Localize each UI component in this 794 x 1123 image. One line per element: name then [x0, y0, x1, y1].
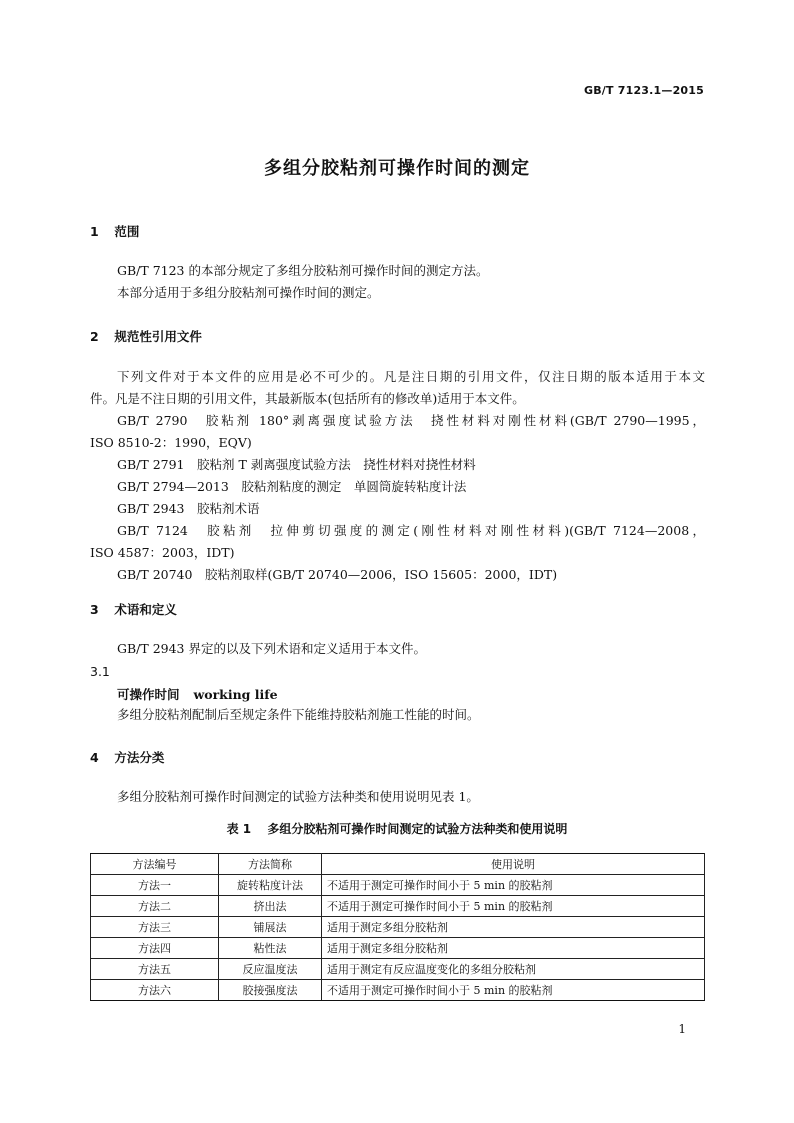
table-cell: 挤出法 [219, 896, 322, 917]
section-2-heading [90, 327, 202, 345]
subclause-number: 3.1 [90, 664, 110, 679]
table-row [91, 959, 705, 980]
table-cell: 不适用于测定可操作时间小于 5 min 的胶粘剂 [322, 980, 705, 1001]
section-title: 规范性引用文件 [114, 329, 202, 344]
term-entry [117, 685, 278, 703]
table-cell: 不适用于测定可操作时间小于 5 min 的胶粘剂 [322, 896, 705, 917]
section-3-intro [90, 638, 705, 660]
table-cell: 方法五 [91, 959, 219, 980]
table-row [91, 917, 705, 938]
section-1-body [90, 260, 705, 304]
table-cell: 铺展法 [219, 917, 322, 938]
table-number: 表 1 [226, 822, 252, 836]
table-caption [0, 820, 794, 837]
term-english: working life [193, 687, 278, 702]
page-number: 1 [678, 1022, 686, 1036]
table-cell: 反应温度法 [219, 959, 322, 980]
section-number: 2 [90, 329, 99, 344]
table-cell: 方法一 [91, 875, 219, 896]
section-3-heading [90, 600, 177, 618]
table-cell: 适用于测定多组分胶粘剂 [322, 917, 705, 938]
table-cell: 方法六 [91, 980, 219, 1001]
table-cell: 适用于测定有反应温度变化的多组分胶粘剂 [322, 959, 705, 980]
table-row [91, 980, 705, 1001]
standard-code: GB/T 7123.1—2015 [583, 84, 704, 97]
document-title: 多组分胶粘剂可操作时间的测定 [264, 158, 530, 179]
section-4-body [90, 786, 705, 808]
section-title: 术语和定义 [114, 602, 177, 617]
column-header-method-number: 方法编号 [91, 854, 219, 875]
reference-gbt-2790-cont: ISO 8510-2：1990，EQV) [90, 435, 252, 450]
paragraph: GB/T 2943 界定的以及下列术语和定义适用于本文件。 [117, 641, 426, 656]
reference-gbt-2794: GB/T 2794—2013 胶粘剂粘度的测定 单圆筒旋转粘度计法 [117, 479, 467, 494]
paragraph: 本部分适用于多组分胶粘剂可操作时间的测定。 [117, 285, 380, 300]
paragraph-line: 下列文件对于本文件的应用是必不可少的。凡是注日期的引用文件，仅注日期的版本适用于本文 [117, 369, 705, 384]
paragraph: 多组分胶粘剂可操作时间测定的试验方法种类和使用说明见表 1。 [117, 789, 479, 804]
table-cell: 适用于测定多组分胶粘剂 [322, 938, 705, 959]
reference-gbt-2790: GB/T 2790 胶粘剂 180°剥离强度试验方法 挠性材料对刚性材料(GB/T 2790—1995， [117, 413, 705, 428]
term-definition: 多组分胶粘剂配制后至规定条件下能维持胶粘剂施工性能的时间。 [117, 707, 480, 722]
section-title: 范围 [114, 224, 140, 239]
reference-gbt-20740: GB/T 20740 胶粘剂取样(GB/T 20740—2006，ISO 15605：2000，IDT) [117, 567, 558, 582]
section-number: 4 [90, 750, 99, 765]
table-row [91, 896, 705, 917]
reference-gbt-2791: GB/T 2791 胶粘剂 T 剥离强度试验方法 挠性材料对挠性材料 [117, 457, 476, 472]
section-4-heading [90, 748, 164, 766]
table-cell: 方法四 [91, 938, 219, 959]
term-definition-block [90, 704, 705, 726]
reference-gbt-2943: GB/T 2943 胶粘剂术语 [117, 501, 260, 516]
section-number: 1 [90, 224, 99, 239]
table-cell: 胶接强度法 [219, 980, 322, 1001]
term-chinese: 可操作时间 [117, 687, 180, 702]
table-title: 多组分胶粘剂可操作时间测定的试验方法种类和使用说明 [267, 822, 568, 836]
section-number: 3 [90, 602, 99, 617]
column-header-usage-notes: 使用说明 [322, 854, 705, 875]
section-2-body [90, 366, 705, 586]
table-cell: 方法二 [91, 896, 219, 917]
table-row [91, 938, 705, 959]
table-cell: 方法三 [91, 917, 219, 938]
reference-gbt-7124-cont: ISO 4587：2003，IDT) [90, 545, 235, 560]
paragraph-line: 件。凡是不注日期的引用文件，其最新版本(包括所有的修改单)适用于本文件。 [90, 391, 525, 406]
table-cell: 粘性法 [219, 938, 322, 959]
reference-gbt-7124: GB/T 7124 胶粘剂 拉伸剪切强度的测定(刚性材料对刚性材料)(GB/T 7124—2008， [117, 523, 705, 538]
table-cell: 旋转粘度计法 [219, 875, 322, 896]
methods-table [90, 853, 705, 1001]
table-cell: 不适用于测定可操作时间小于 5 min 的胶粘剂 [322, 875, 705, 896]
paragraph: GB/T 7123 的本部分规定了多组分胶粘剂可操作时间的测定方法。 [117, 263, 489, 278]
table-row [91, 875, 705, 896]
section-1-heading [90, 222, 139, 240]
table-header-row [91, 854, 705, 875]
section-title: 方法分类 [114, 750, 165, 765]
column-header-method-name: 方法简称 [219, 854, 322, 875]
